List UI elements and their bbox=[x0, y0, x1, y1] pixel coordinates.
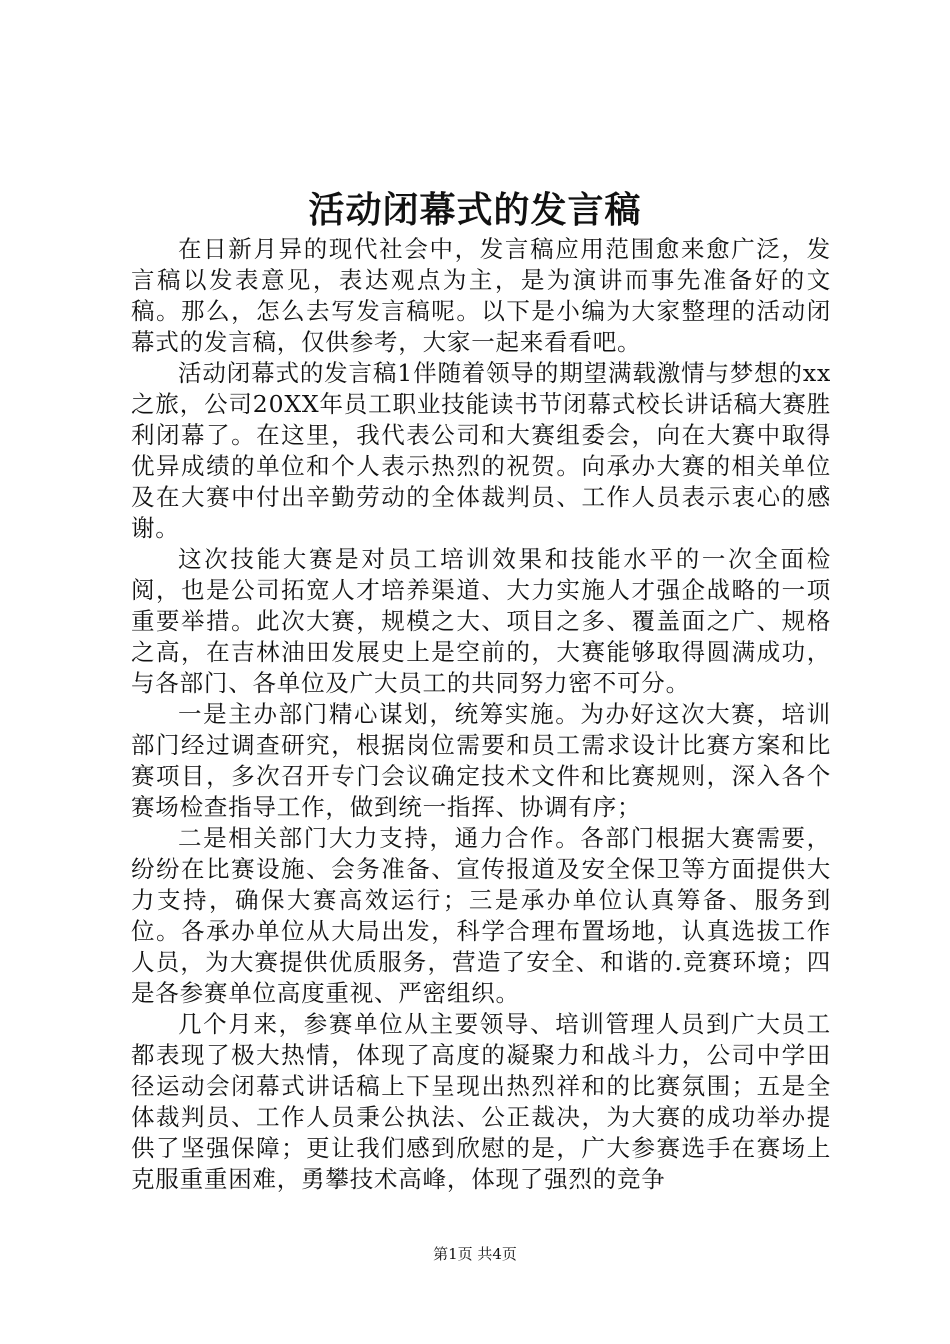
paragraph: 几个月来，参赛单位从主要领导、培训管理人员到广大员工都表现了极大热情，体现了高度的凝聚力和战斗力，公司中学田径运动会闭幕式讲话稿上下呈现出热烈祥和的比赛氛围；五是全体裁判员、工作人员秉公执法、公正裁决，为大赛的成功举办提供了坚强保障；更让我们感到欣慰的是，广大参赛选手在赛场上克服重重困难，勇攀技术高峰，体现了强烈的竞争 bbox=[131, 1010, 831, 1193]
paragraph: 这次技能大赛是对员工培训效果和技能水平的一次全面检阅，也是公司拓宽人才培养渠道、大力实施人才强企战略的一项重要举措。此次大赛，规模之大、项目之多、覆盖面之广、规格之高，在吉林油田发展史上是空前的，大赛能够取得圆满成功，与各部门、各单位及广大员工的共同努力密不可分。 bbox=[131, 545, 831, 697]
page-number-footer: 第1页 共4页 bbox=[433, 1245, 517, 1263]
paragraph: 活动闭幕式的发言稿1伴随着领导的期望满载激情与梦想的xx之旅，公司20XX年员工职业技能读书节闭幕式校长讲话稿大赛胜利闭幕了。在这里，我代表公司和大赛组委会，向在大赛中取得优异成绩的单位和个人表示热烈的祝贺。向承办大赛的相关单位及在大赛中付出辛勤劳动的全体裁判员、工作人员表示衷心的感谢。 bbox=[131, 359, 831, 542]
paragraph: 一是主办部门精心谋划，统筹实施。为办好这次大赛，培训部门经过调查研究，根据岗位需要和员工需求设计比赛方案和比赛项目，多次召开专门会议确定技术文件和比赛规则，深入各个赛场检查指导工作，做到统一指挥、协调有序； bbox=[131, 700, 831, 821]
document-body bbox=[131, 234, 831, 1195]
paragraph: 在日新月异的现代社会中，发言稿应用范围愈来愈广泛，发言稿以发表意见，表达观点为主，是为演讲而事先准备好的文稿。那么，怎么去写发言稿呢。以下是小编为大家整理的活动闭幕式的发言稿，仅供参考，大家一起来看看吧。 bbox=[131, 235, 831, 356]
paragraph: 二是相关部门大力支持，通力合作。各部门根据大赛需要，纷纷在比赛设施、会务准备、宣传报道及安全保卫等方面提供大力支持，确保大赛高效运行；三是承办单位认真筹备、服务到位。各承办单位从大局出发，科学合理布置场地，认真选拔工作人员，为大赛提供优质服务，营造了安全、和谐的.竞赛环境；四是各参赛单位高度重视、严密组织。 bbox=[131, 824, 831, 1007]
document-title: 活动闭幕式的发言稿 bbox=[308, 189, 642, 231]
